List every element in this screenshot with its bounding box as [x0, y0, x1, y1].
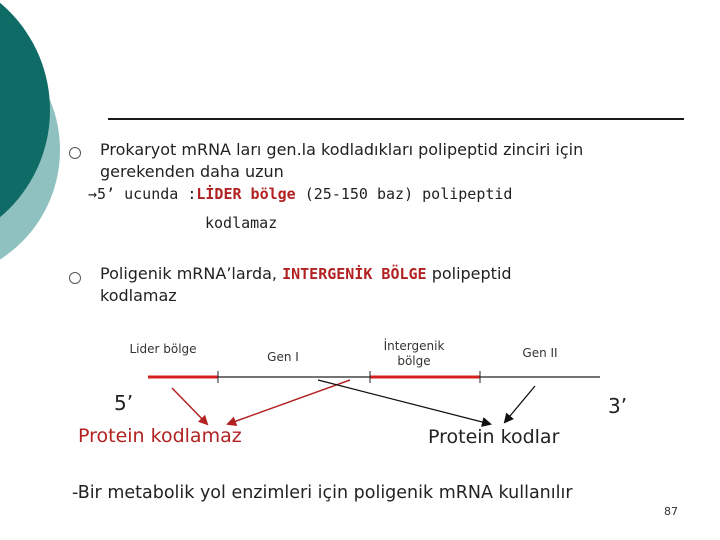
lider-suffix: (25-150 baz) polipeptid	[304, 185, 513, 203]
intergenik-highlight: INTERGENİK BÖLGE	[282, 265, 427, 283]
intergenik-label: İntergenik bölge	[383, 339, 445, 368]
page-number: 87	[664, 505, 678, 518]
bullet1-line2: gerekenden daha uzun	[100, 162, 284, 181]
intergenik-to-kodlamaz-arrow	[228, 380, 350, 424]
intergenik-suffix: polipeptid	[431, 264, 512, 283]
lider-label: Lider bölge	[129, 342, 197, 356]
protein-coded-label: Protein kodlar	[428, 426, 560, 448]
gen1-label: Gen I	[267, 350, 299, 364]
bullet1-line1: Prokaryot mRNA ları gen.la kodladıkları polipeptid zinciri için	[100, 140, 584, 159]
gen1-to-kodlar-arrow	[318, 380, 490, 424]
lider-to-kodlamaz-arrow	[172, 388, 207, 424]
three-prime-label: 3’	[608, 394, 628, 418]
bullet1-line4: kodlamaz	[205, 214, 278, 232]
arrow-right-icon: →	[88, 185, 98, 203]
gen2-to-kodlar-arrow	[505, 386, 535, 422]
gen2-label: Gen II	[522, 346, 558, 360]
five-prime-label: 5’	[114, 391, 134, 415]
bullet2-line2: kodlamaz	[100, 286, 177, 305]
intergenik-prefix: Poligenik mRNA’larda,	[100, 264, 277, 283]
conclusion-text: -Bir metabolik yol enzimleri için poligenik mRNA kullanılır	[72, 483, 573, 503]
protein-not-coded-label: Protein kodlamaz	[78, 425, 242, 447]
lider-prefix: 5’ ucunda :	[97, 185, 197, 203]
lider-highlight: LİDER bölge	[196, 185, 296, 203]
